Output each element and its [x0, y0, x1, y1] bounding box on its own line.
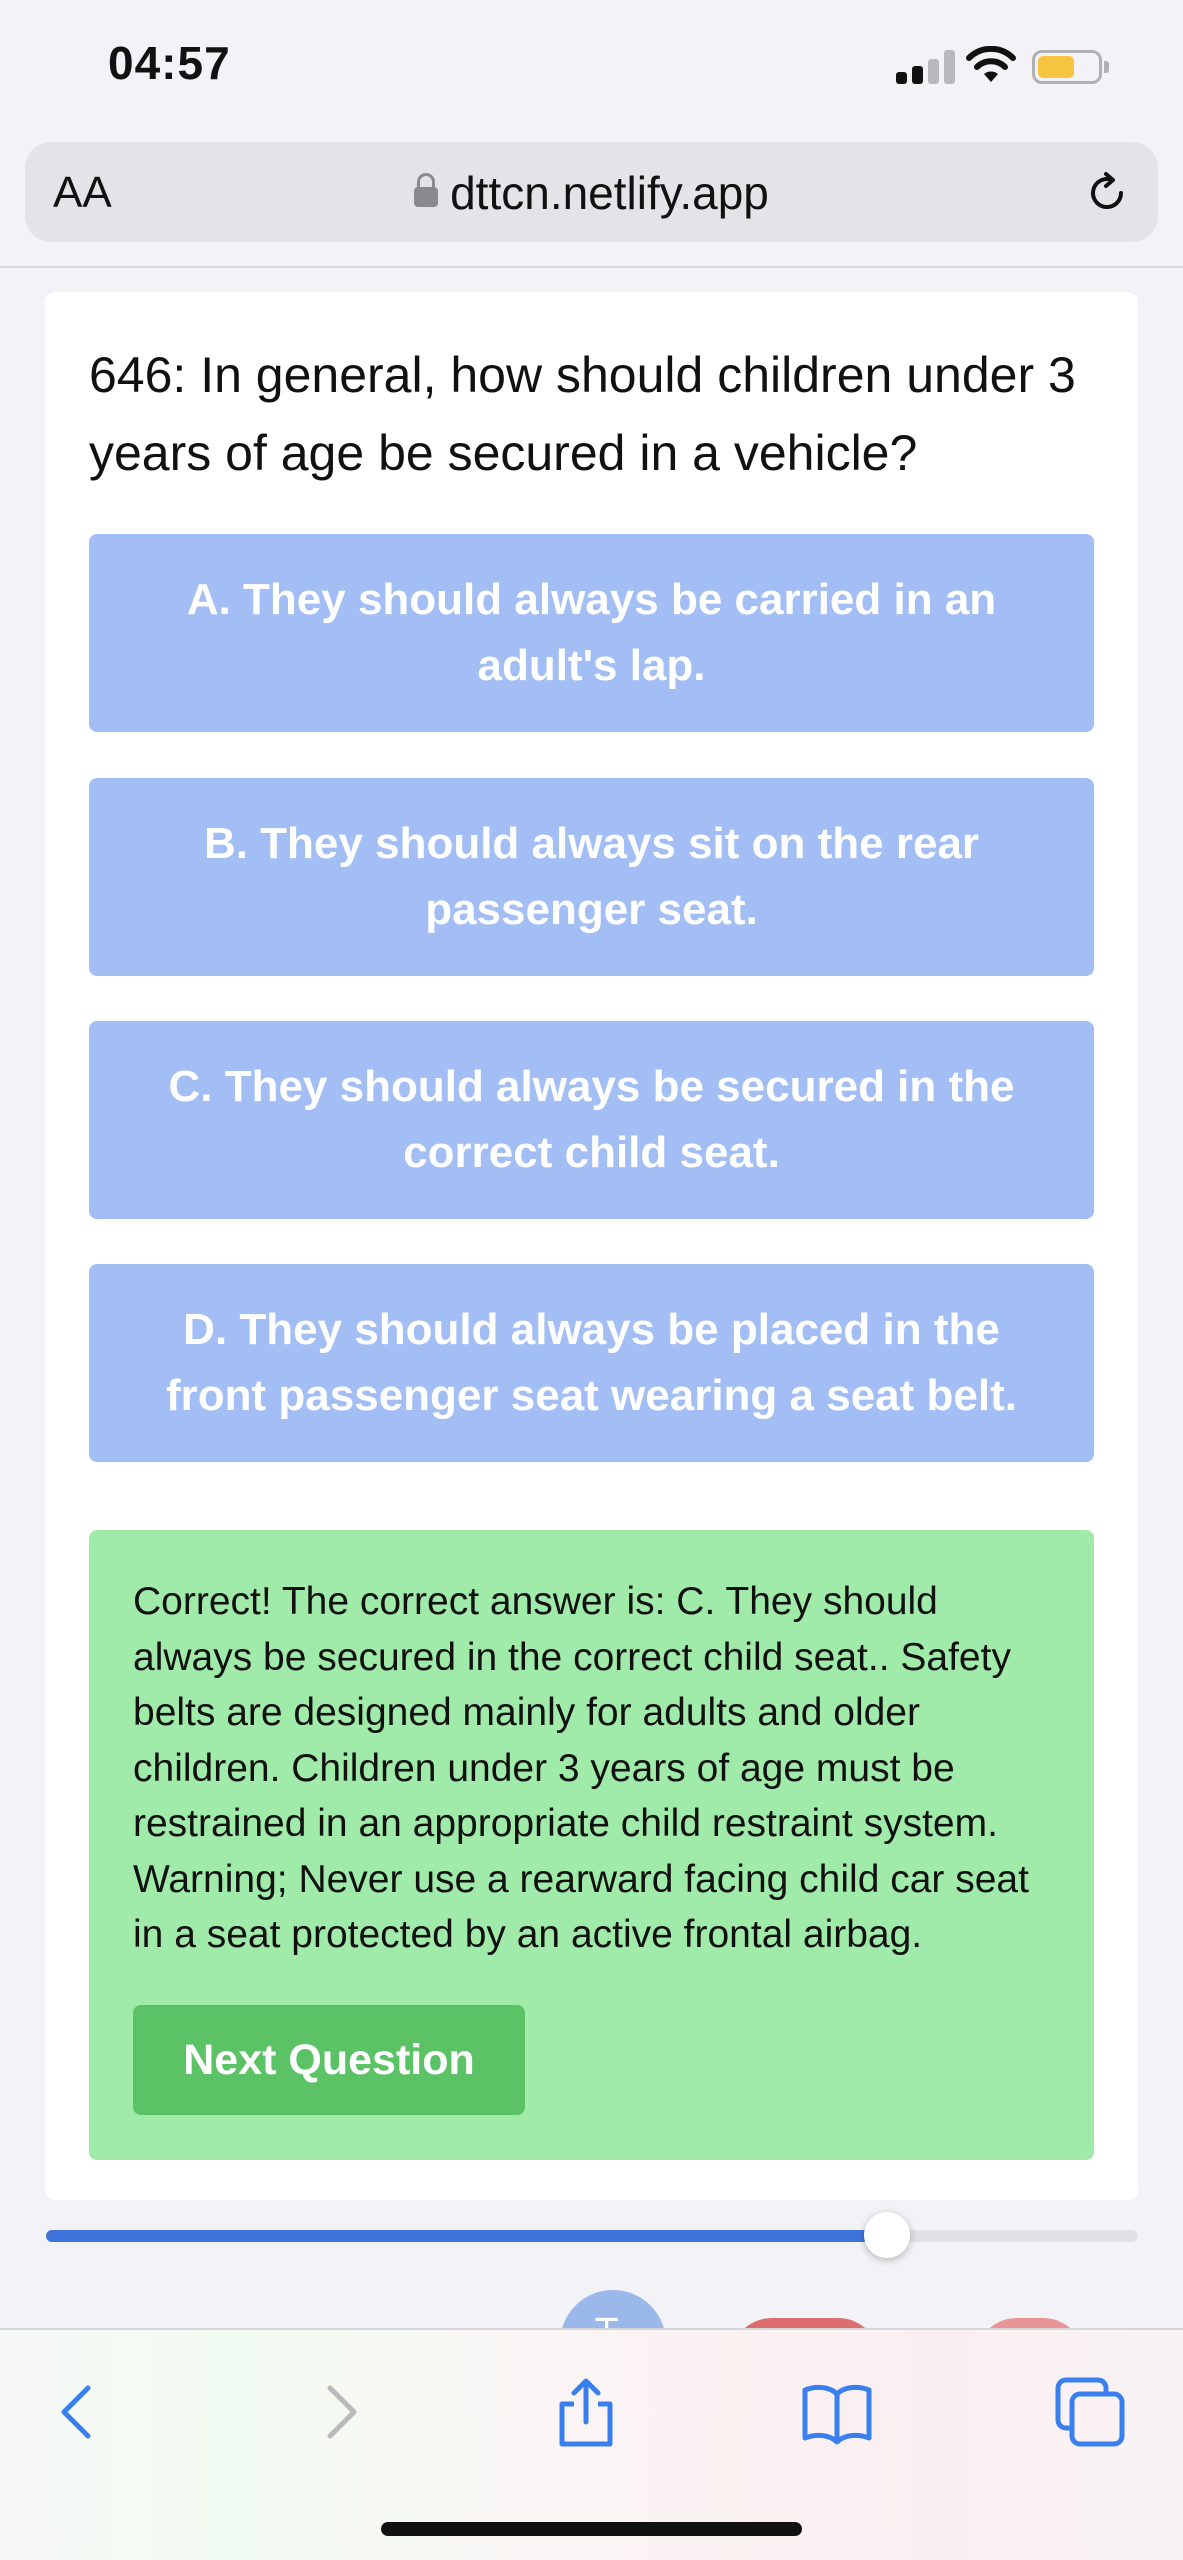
- forward-icon[interactable]: [298, 2372, 378, 2452]
- wifi-icon: [965, 46, 1017, 86]
- feedback-text: Correct! The correct answer is: C. They should always be secured in the correct child seat.. Safety belts are designed mainly for adults and older children. Children under 3 years of age must be restrained in an appropriate child restraint system. Warning; Never use a rearward facing child car seat in a seat protected by an active frontal airbag.: [133, 1580, 1029, 1956]
- progress-fill: [46, 2230, 887, 2242]
- next-question-button[interactable]: Next Question: [133, 2005, 525, 2115]
- quiz-card: [45, 292, 1138, 2200]
- url-display[interactable]: [25, 166, 1158, 220]
- battery-icon: [1032, 50, 1102, 84]
- answer-option-label: B. They should always sit on the rear passenger seat.: [203, 819, 980, 934]
- tabs-icon[interactable]: [1050, 2372, 1130, 2452]
- answer-option-label: D. They should always be placed in the front passenger seat wearing a seat belt.: [166, 1305, 1017, 1420]
- answer-option-d[interactable]: [89, 1264, 1094, 1462]
- bookmarks-icon[interactable]: [797, 2372, 877, 2452]
- answer-option-b[interactable]: [89, 778, 1094, 976]
- answer-option-a[interactable]: [89, 534, 1094, 732]
- address-bar[interactable]: [25, 142, 1158, 242]
- answer-option-label: A. They should always be carried in an adult's lap.: [186, 575, 997, 690]
- answer-option-c[interactable]: [89, 1021, 1094, 1219]
- question-text: 646: In general, how should children under 3 years of age be secured in a vehicle?: [89, 347, 1076, 481]
- url-divider: [0, 266, 1183, 268]
- progress-slider[interactable]: [46, 2230, 1138, 2242]
- lock-icon: [414, 187, 438, 207]
- battery-tip: [1104, 61, 1109, 73]
- home-indicator: [381, 2522, 802, 2536]
- answer-option-label: C. They should always be secured in the correct child seat.: [168, 1062, 1015, 1177]
- share-icon[interactable]: [546, 2372, 626, 2452]
- cellular-signal-icon: [896, 50, 956, 84]
- status-time: 04:57: [108, 37, 231, 89]
- url-text: dttcn.netlify.app: [450, 167, 769, 219]
- status-bar: [0, 0, 1183, 130]
- feedback-panel: [89, 1530, 1094, 2160]
- reload-icon[interactable]: [1084, 170, 1130, 216]
- progress-thumb[interactable]: [864, 2212, 910, 2258]
- text-size-button[interactable]: AA: [53, 168, 112, 217]
- back-icon[interactable]: [40, 2372, 120, 2452]
